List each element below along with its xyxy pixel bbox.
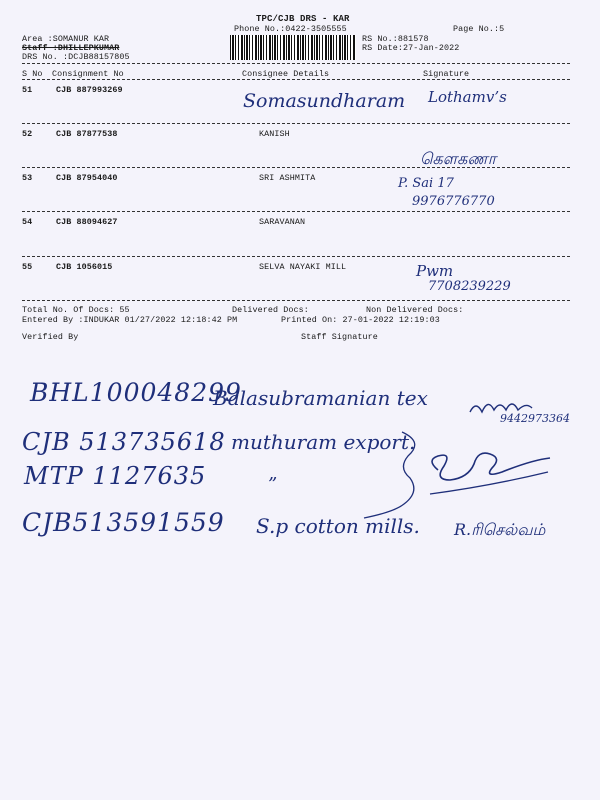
- handwritten-signature: P. Sai 17: [398, 176, 454, 191]
- handwritten-name: S.p cotton mills.: [256, 514, 420, 538]
- entered-by: Entered By :INDUKAR 01/27/2022 12:18:42 PM: [22, 315, 238, 325]
- row-consignee: KANISH: [259, 129, 290, 139]
- row-sno: 55: [22, 262, 33, 272]
- handwritten-signature: Lothamv’s: [428, 88, 507, 106]
- row-consignment: CJB 87954040: [56, 173, 118, 183]
- staff-signature-label: Staff Signature: [301, 332, 378, 342]
- handwritten-phone: 9442973364: [500, 412, 570, 425]
- handwritten-signature: Pwm: [416, 262, 454, 280]
- col-consignee: Consignee Details: [242, 69, 330, 79]
- non-delivered-docs: Non Delivered Docs:: [366, 305, 464, 315]
- rs-date: RS Date:27-Jan-2022: [362, 43, 460, 53]
- handwritten-signature: R.ரிசெல்வம்: [454, 520, 546, 539]
- staff-signature-underline: [430, 472, 548, 494]
- handwritten-phone: 7708239229: [428, 279, 511, 294]
- signature-scribble: [470, 404, 532, 412]
- handwritten-code: CJB 513735618: [22, 428, 226, 456]
- brace-mark: [364, 432, 415, 518]
- handwritten-code: CJB513591559: [22, 508, 225, 537]
- row-consignee: SRI ASHMITA: [259, 173, 316, 183]
- handwritten-ditto: ”: [268, 474, 278, 495]
- col-signature: Signature: [423, 69, 470, 79]
- handwritten-name: Balasubramanian tex: [213, 386, 428, 410]
- total-docs: Total No. Of Docs: 55: [22, 305, 130, 315]
- area-label: Area :SOMANUR KAR: [22, 34, 110, 44]
- row-sno: 51: [22, 85, 33, 95]
- row-sno: 52: [22, 129, 33, 139]
- col-sno: S No: [22, 69, 43, 79]
- row-consignment: CJB 887993269: [56, 85, 123, 95]
- row-consignment: CJB 88094627: [56, 217, 118, 227]
- page-number: Page No.:5: [453, 24, 505, 34]
- delivered-docs: Delivered Docs:: [232, 305, 309, 315]
- col-consignment: Consignment No: [52, 69, 124, 79]
- handwritten-code: MTP 1127635: [24, 462, 207, 490]
- row-consignment: CJB 87877538: [56, 129, 118, 139]
- handwritten-receiver: Somasundharam: [243, 90, 406, 112]
- handwritten-signature: கௌகணா: [420, 149, 497, 168]
- row-consignee: SELVA NAYAKI MILL: [259, 262, 347, 272]
- row-sno: 53: [22, 173, 33, 183]
- row-consignee: SARAVANAN: [259, 217, 306, 227]
- handwritten-code: BHL100048299: [30, 378, 242, 407]
- row-sno: 54: [22, 217, 33, 227]
- phone-number: Phone No.:0422-3505555: [234, 24, 347, 34]
- printed-on: Printed On: 27-01-2022 12:19:03: [281, 315, 440, 325]
- doc-title: TPC/CJB DRS - KAR: [256, 14, 350, 24]
- rs-number: RS No.:881578: [362, 34, 429, 44]
- handwritten-phone: 9976776770: [412, 194, 495, 209]
- drs-number: DRS No. :DCJB88157805: [22, 52, 130, 62]
- verified-by: Verified By: [22, 332, 79, 342]
- handwritten-name: muthuram export.: [231, 430, 416, 454]
- row-consignment: CJB 1056015: [56, 262, 113, 272]
- staff-label: Staff :DHILLEPKUMAR: [22, 43, 120, 53]
